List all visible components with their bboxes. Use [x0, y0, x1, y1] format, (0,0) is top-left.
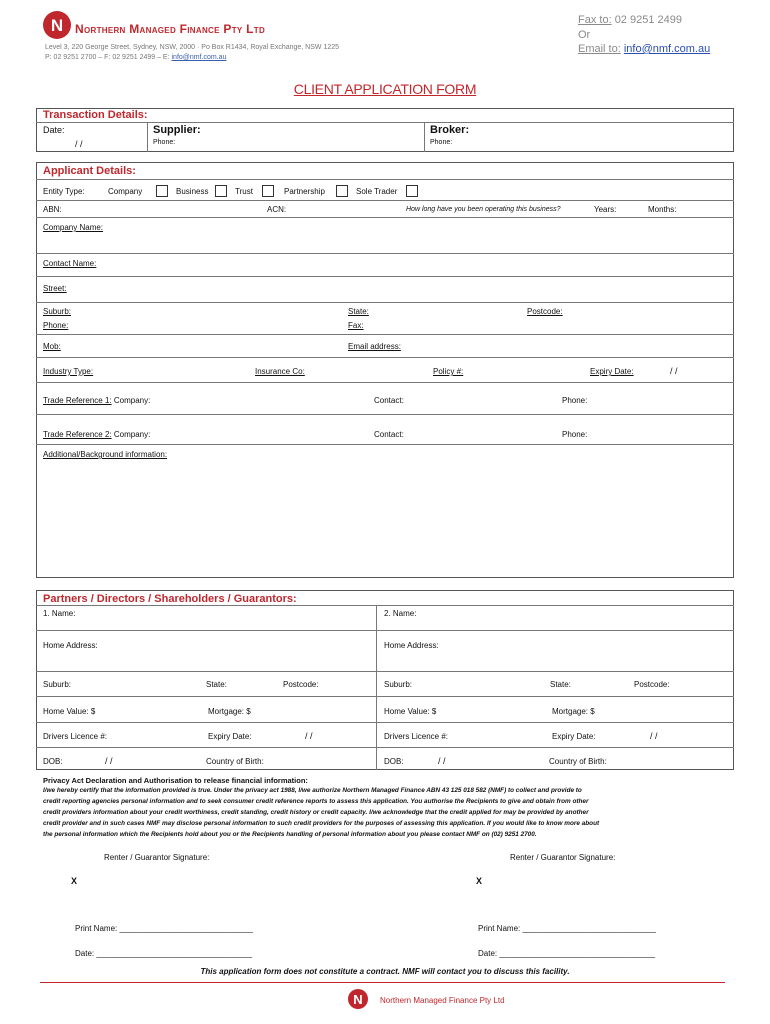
months-label: Months: [648, 205, 677, 214]
contact-name-label: Contact Name: [43, 259, 97, 268]
privacy-line-3: credit providers information about your credit worthiness, credit standing, credit history or credit capacity. I/we acknowledge that the credit applied for may be provided by another [43, 809, 589, 816]
footer-logo [347, 988, 369, 1015]
company-contact-line [45, 54, 226, 61]
supplier-label: Supplier: [153, 124, 201, 136]
policy-label: Policy #: [433, 367, 464, 376]
disclaimer-text: This application form does not constitute a contract. NMF will contact you to discuss this facility. [200, 967, 570, 976]
signature-mark-right[interactable]: X [476, 876, 483, 886]
form-title: CLIENT APPLICATION FORM [293, 81, 477, 97]
company-address: Level 3, 220 George Street, Sydney, NSW, 2000 · Po Box R1434, Royal Exchange, NSW 1225 [45, 44, 340, 51]
date-label: Date: [43, 125, 65, 135]
email-link[interactable]: info@nmf.com.au [623, 43, 711, 55]
sign-date-right[interactable]: Date: ___________________________________ [478, 949, 656, 958]
transaction-title: Transaction Details: [43, 109, 148, 121]
partner-1-country-label: Country of Birth: [206, 757, 264, 766]
print-name-left[interactable]: Print Name: ______________________________ [75, 924, 253, 933]
entity-company-label: Company [108, 187, 143, 196]
partner-2-home-value-label: Home Value: $ [384, 707, 437, 716]
sign-date-left[interactable]: Date: ___________________________________ [75, 949, 253, 958]
supplier-phone-label: Phone: [153, 139, 176, 146]
mob-label: Mob: [43, 342, 61, 351]
partner-1-expiry-label: Expiry Date: [208, 732, 252, 741]
partner-2-country-label: Country of Birth: [549, 757, 607, 766]
partner-1-mortgage-label: Mortgage: $ [208, 707, 251, 716]
email-address-label: Email address: [348, 342, 401, 351]
privacy-line-1: I/we hereby certify that the information provided is true. Under the privacy act 1988, I/we authorize Northern Managed Finance ABN 43 125 018 582 (NMF) to collect and provide to [43, 787, 582, 794]
trade-ref-2-phone: Phone: [562, 430, 588, 439]
signature-label-left: Renter / Guarantor Signature: [104, 853, 210, 862]
email-line [578, 43, 710, 55]
entity-sole-trader-checkbox[interactable] [406, 185, 418, 197]
partner-2-expiry-field[interactable]: / / [650, 731, 658, 741]
entity-sole-trader-label: Sole Trader [356, 187, 398, 196]
signature-label-right: Renter / Guarantor Signature: [510, 853, 616, 862]
footer-divider [40, 982, 725, 983]
partner-2-postcode-label: Postcode: [634, 680, 670, 689]
partner-2-mortgage-label: Mortgage: $ [552, 707, 595, 716]
company-name-label: Company Name: [43, 223, 104, 232]
partner-1-dob-field[interactable]: / / [105, 756, 113, 766]
privacy-line-4: credit provider and in such cases NMF may disclose personal information to such credit providers for the purposes of assessing this application. If you would like to know more about [43, 820, 600, 827]
trade-ref-1-row [43, 396, 150, 405]
broker-phone-label: Phone: [430, 139, 453, 146]
partners-title: Partners / Directors / Shareholders / Guarantors: [43, 593, 297, 605]
company-logo [42, 10, 72, 45]
footer-logo-letter: N [353, 992, 363, 1007]
fax-field-label: Fax: [348, 321, 364, 330]
partner-2-dob-label: DOB: [384, 757, 404, 766]
partner-1-licence-label: Drivers Licence #: [43, 732, 108, 741]
partner-2-dob-field[interactable]: / / [438, 756, 446, 766]
operating-question: How long have you been operating this business? [406, 206, 561, 213]
email-label: Email to: [578, 43, 621, 55]
partner-1-suburb-label: Suburb: [43, 680, 72, 689]
insurance-co-label: Insurance Co: [255, 367, 305, 376]
trade-ref-1-company: Company: [113, 396, 151, 405]
acn-label: ACN: [267, 205, 287, 214]
contact-email-link[interactable]: info@nmf.com.au [171, 54, 227, 61]
entity-partnership-checkbox[interactable] [336, 185, 348, 197]
entity-trust-label: Trust [235, 187, 253, 196]
trade-ref-2-label: Trade Reference 2: [43, 430, 112, 439]
entity-business-checkbox[interactable] [215, 185, 227, 197]
partner-1-dob-label: DOB: [43, 757, 63, 766]
contact-prefix: P: 02 9251 2700 – F: 02 9251 2499 – E: [45, 54, 172, 61]
phone-label: Phone: [43, 321, 69, 330]
date-field[interactable]: / / [75, 139, 83, 149]
partner-1-home-address-label: Home Address: [43, 641, 98, 650]
additional-info-label: Additional/Background information: [43, 450, 168, 459]
partner-1-expiry-field[interactable]: / / [305, 731, 313, 741]
state-label: State: [348, 307, 369, 316]
entity-business-label: Business [176, 187, 209, 196]
partner-2-state-label: State: [550, 680, 571, 689]
trade-ref-1-label: Trade Reference 1: [43, 396, 112, 405]
entity-partnership-label: Partnership [284, 187, 325, 196]
partner-1-home-value-label: Home Value: $ [43, 707, 96, 716]
company-name: Northern Managed Finance Pty Ltd [75, 22, 266, 36]
trade-ref-2-contact: Contact: [374, 430, 404, 439]
broker-label: Broker: [430, 124, 470, 136]
entity-trust-checkbox[interactable] [262, 185, 274, 197]
industry-type-label: Industry Type: [43, 367, 94, 376]
trade-ref-2-row [43, 430, 150, 439]
postcode-label: Postcode: [527, 307, 563, 316]
partner-2-name-label: 2. Name: [384, 609, 417, 618]
print-name-right[interactable]: Print Name: ______________________________ [478, 924, 656, 933]
applicant-title: Applicant Details: [43, 165, 136, 177]
fax-label: Fax to: [578, 14, 612, 26]
fax-number: 02 9251 2499 [614, 14, 682, 26]
entity-type-label: Entity Type: [43, 187, 85, 196]
privacy-line-5: the personal information which the Recipients hold about you or the Recipients handling of personal information about you please contact NMF on (02) 9251 2700. [43, 831, 537, 838]
partner-2-suburb-label: Suburb: [384, 680, 413, 689]
partner-2-home-address-label: Home Address: [384, 641, 439, 650]
abn-label: ABN: [43, 205, 62, 214]
privacy-heading: Privacy Act Declaration and Authorisation to release financial information: [43, 776, 308, 785]
partner-1-name-label: 1. Name: [43, 609, 76, 618]
signature-mark-left[interactable]: X [71, 876, 78, 886]
or-text: Or [578, 29, 591, 41]
entity-company-checkbox[interactable] [156, 185, 168, 197]
expiry-date-label: Expiry Date: [590, 367, 634, 376]
years-label: Years: [594, 205, 617, 214]
footer-company-name: Northern Managed Finance Pty Ltd [380, 996, 505, 1005]
privacy-line-2: credit reporting agencies personal information and to seek consumer credit reference reports to assess this application. You authorise the Recipients to give and obtain from other [43, 798, 589, 805]
trade-ref-1-phone: Phone: [562, 396, 588, 405]
suburb-label: Suburb: [43, 307, 72, 316]
partner-2-licence-label: Drivers Licence #: [384, 732, 449, 741]
fax-line [578, 14, 682, 26]
logo-letter: N [50, 16, 64, 35]
partner-2-expiry-label: Expiry Date: [552, 732, 596, 741]
partner-1-postcode-label: Postcode: [283, 680, 319, 689]
partner-1-state-label: State: [206, 680, 227, 689]
trade-ref-1-contact: Contact: [374, 396, 404, 405]
trade-ref-2-company: Company: [113, 430, 151, 439]
street-label: Street: [43, 284, 67, 293]
expiry-date-field[interactable]: / / [670, 366, 678, 376]
